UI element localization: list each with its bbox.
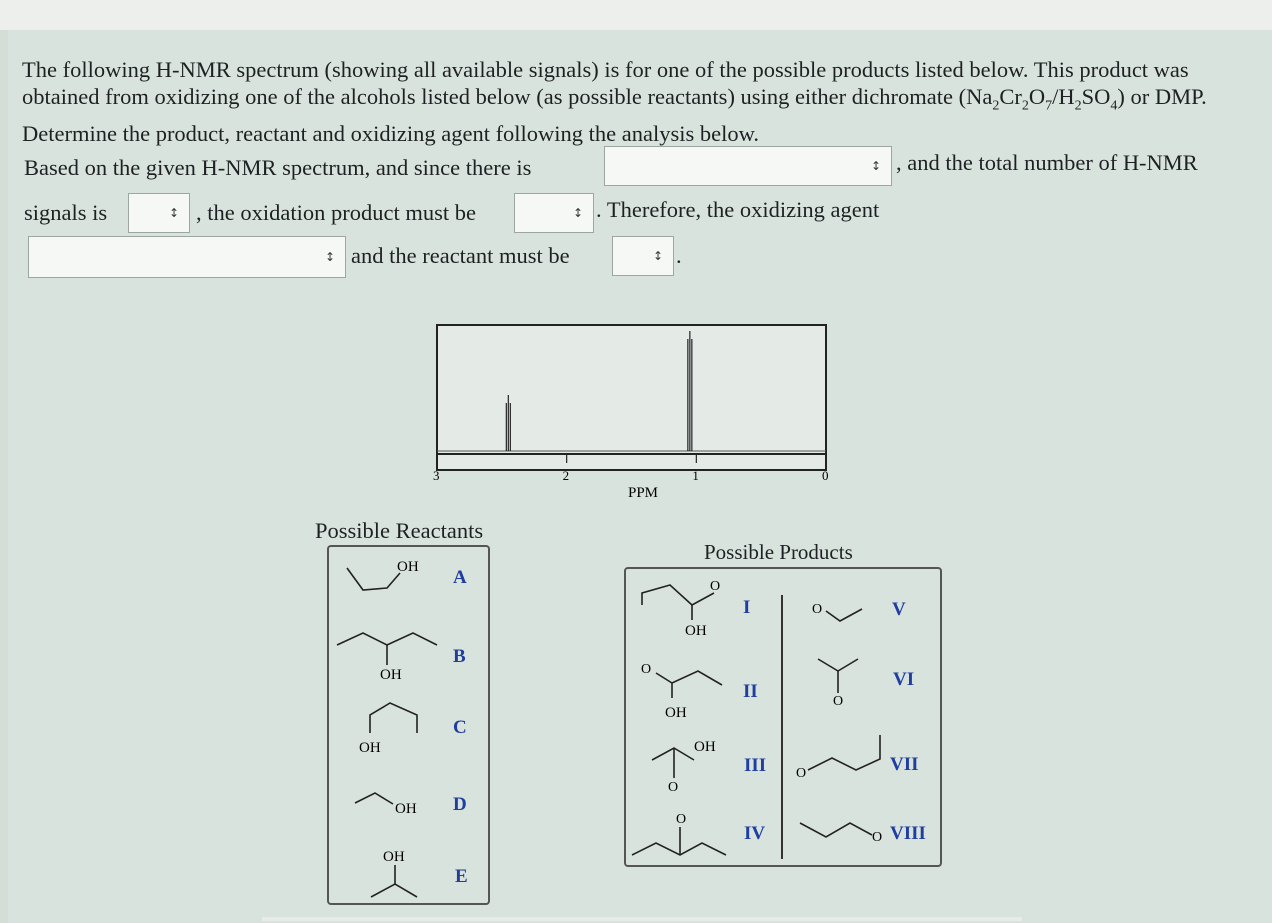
product-i-o: O <box>710 579 721 594</box>
reactants-title: Possible Reactants <box>315 518 484 543</box>
dropdown-structural-feature[interactable] <box>604 146 892 186</box>
reactant-b-structure <box>337 633 437 665</box>
reactant-c-label: C <box>453 717 467 738</box>
product-iii-oh: OH <box>694 739 716 755</box>
product-viii-label: VIII <box>890 823 926 844</box>
reactant-b-oh: OH <box>380 667 402 683</box>
product-iii-structure <box>652 748 694 778</box>
product-i-label: I <box>743 597 751 618</box>
question-text-5: . Therefore, the oxidizing agent <box>596 197 880 222</box>
product-ii-structure <box>656 671 722 698</box>
question-text-6: and the reactant must be <box>351 243 570 268</box>
product-v-label: V <box>892 599 906 620</box>
spectrum-tick-label: 2 <box>562 468 570 483</box>
product-iv-label: IV <box>744 823 766 844</box>
product-iii-o: O <box>668 780 679 795</box>
product-ii-label: II <box>743 681 758 702</box>
dropdown-arrow-icon: ↕ <box>652 249 663 263</box>
product-vii-o: O <box>796 766 807 781</box>
reactants-box <box>325 543 493 908</box>
reactant-d-label: D <box>453 794 467 815</box>
question-text-3: signals is <box>24 200 108 225</box>
product-ii-o: O <box>641 662 652 677</box>
product-vi-o: O <box>833 694 844 709</box>
question-text-7: . <box>676 243 682 268</box>
product-iv-o: O <box>676 812 687 827</box>
reactant-a-oh: OH <box>397 559 419 575</box>
product-v-structure <box>826 609 862 621</box>
reactant-c-oh: OH <box>359 740 381 756</box>
dropdown-product[interactable] <box>514 193 594 233</box>
reactant-b-label: B <box>453 646 466 667</box>
reactant-e-oh: OH <box>383 849 405 865</box>
reactant-a-label: A <box>453 567 467 588</box>
reactant-e-structure <box>371 865 417 897</box>
product-ii-oh: OH <box>665 705 687 721</box>
products-title: Possible Products <box>704 540 853 564</box>
spectrum-frame <box>437 325 826 470</box>
product-viii-o: O <box>872 830 883 845</box>
product-v-o: O <box>812 602 823 617</box>
product-vi-structure <box>818 659 858 693</box>
dropdown-arrow-icon: ↕ <box>870 159 881 173</box>
spectrum-tick-label: 1 <box>692 468 699 483</box>
product-iv-structure <box>632 827 726 855</box>
dropdown-signal-count[interactable] <box>128 193 190 233</box>
products-box <box>622 565 945 870</box>
product-viii-structure <box>800 823 872 837</box>
nmr-spectrum <box>430 320 840 505</box>
spectrum-axis-label: PPM <box>628 485 659 501</box>
product-i-oh: OH <box>685 623 707 639</box>
product-i-structure <box>642 585 714 620</box>
dropdown-arrow-icon: ↕ <box>324 250 335 264</box>
dropdown-reactant[interactable] <box>612 236 674 276</box>
question-text-2: , and the total number of H-NMR <box>896 150 1198 175</box>
dropdown-arrow-icon: ↕ <box>572 206 583 220</box>
product-vii-label: VII <box>890 754 919 775</box>
reactant-d-structure <box>355 793 393 804</box>
reactant-e-label: E <box>455 866 468 887</box>
intro-paragraph: The following H-NMR spectrum (showing all available signals) is for one of the possible products listed below. This product was obtained from oxidizing one of the alcohols listed below (as possible reactants) using either dichromate $(Na_2Cr_2O_7/H_2SO_4)$ or DMP. Determine the product, reactant and oxidizing agent following the analysis below. <box>22 57 1207 146</box>
dropdown-arrow-icon: ↕ <box>168 206 179 220</box>
top-band <box>0 0 1272 30</box>
reactant-d-oh: OH <box>395 801 417 817</box>
product-vii-structure <box>808 735 880 770</box>
question-text-1: Based on the given H-NMR spectrum, and since there is <box>24 155 532 180</box>
product-vi-label: VI <box>893 669 915 690</box>
spectrum-tick-label: 3 <box>433 468 440 483</box>
dropdown-oxidizing-agent[interactable] <box>28 236 346 278</box>
product-iii-label: III <box>744 755 767 776</box>
spectrum-tick-label: 0 <box>822 468 829 483</box>
reactant-c-structure <box>370 703 417 733</box>
reactant-a-structure <box>347 568 400 590</box>
question-text-4: , the oxidation product must be <box>196 200 476 225</box>
bottom-divider <box>262 917 1022 921</box>
